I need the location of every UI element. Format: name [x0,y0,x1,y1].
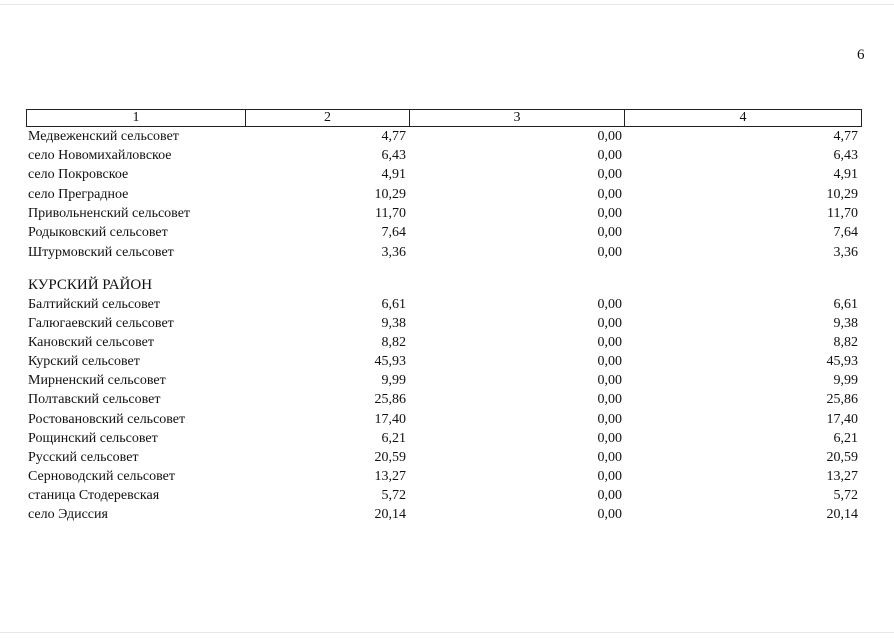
row-name: село Покровское [28,167,129,182]
table-row [0,448,894,467]
table-row [0,429,894,448]
row-col-2: 45,93 [374,354,406,369]
row-col-3: 0,00 [597,354,622,369]
section-title: КУРСКИЙ РАЙОН [28,277,153,293]
row-col-3: 0,00 [597,412,622,427]
row-name: Медвеженский сельсовет [28,129,179,144]
table-row [0,352,894,371]
row-col-4: 6,21 [833,431,858,446]
header-col-3: 3 [410,110,625,126]
row-col-3: 0,00 [597,225,622,240]
row-name: Русский сельсовет [28,450,139,465]
row-col-3: 0,00 [597,316,622,331]
row-name: Привольненский сельсовет [28,206,191,221]
row-col-2: 11,70 [375,206,406,221]
row-name: Галюгаевский сельсовет [28,316,174,331]
table-row [0,410,894,429]
table-row [0,223,894,242]
table-row [0,295,894,314]
table-row [0,390,894,409]
table-row [0,467,894,486]
row-name: Курский сельсовет [28,354,140,369]
row-col-4: 4,77 [833,129,858,144]
row-col-3: 0,00 [597,297,622,312]
row-col-2: 13,27 [374,469,406,484]
row-col-3: 0,00 [597,392,622,407]
row-col-3: 0,00 [597,148,622,163]
row-col-4: 9,38 [833,316,858,331]
row-col-4: 11,70 [827,206,858,221]
row-col-2: 7,64 [381,225,406,240]
row-name: Балтийский сельсовет [28,297,161,312]
row-col-4: 13,27 [826,469,858,484]
header-col-4: 4 [739,110,747,125]
row-col-2: 6,21 [381,431,406,446]
row-col-3: 0,00 [597,450,622,465]
table-row [0,243,894,262]
table-row [0,146,894,165]
row-col-2: 20,59 [374,450,406,465]
row-col-3: 0,00 [597,507,622,522]
row-name: Штурмовский сельсовет [28,245,174,260]
table-row [0,486,894,505]
header-col-2: 2 [246,110,410,126]
row-col-4: 10,29 [826,187,858,202]
row-col-2: 3,36 [381,245,406,260]
row-col-3: 0,00 [597,245,622,260]
row-col-2: 17,40 [374,412,406,427]
table-row [0,314,894,333]
row-col-4: 45,93 [826,354,858,369]
row-col-2: 6,43 [381,148,406,163]
row-name: Ростовановский сельсовет [28,412,186,427]
row-name: село Эдиссия [28,507,108,522]
row-name: село Новомихайловское [28,148,172,163]
row-col-3: 0,00 [597,373,622,388]
row-col-2: 4,77 [381,129,406,144]
row-col-2: 8,82 [381,335,406,350]
row-name: Кановский сельсовет [28,335,154,350]
row-name: Серноводский сельсовет [28,469,175,484]
row-name: Полтавский сельсовет [28,392,161,407]
row-col-3: 0,00 [597,469,622,484]
row-col-4: 6,61 [833,297,858,312]
row-col-4: 6,43 [833,148,858,163]
row-name: Родыковский сельсовет [28,225,168,240]
row-col-2: 9,38 [381,316,406,331]
page-number: 6 [857,47,865,63]
table-row [0,185,894,204]
row-col-3: 0,00 [597,187,622,202]
row-col-4: 20,59 [826,450,858,465]
row-col-2: 4,91 [381,167,406,182]
row-col-2: 9,99 [381,373,406,388]
table-row [0,165,894,184]
table-header [26,109,862,127]
scan-top-edge [0,4,894,5]
row-col-2: 25,86 [374,392,406,407]
table-row [0,371,894,390]
row-col-3: 0,00 [597,335,622,350]
row-col-4: 3,36 [833,245,858,260]
row-col-4: 4,91 [833,167,858,182]
row-col-2: 20,14 [374,507,406,522]
row-col-4: 20,14 [826,507,858,522]
scan-bottom-edge [0,632,894,633]
table-row [0,333,894,352]
row-col-4: 25,86 [826,392,858,407]
row-col-3: 0,00 [597,431,622,446]
row-col-2: 10,29 [374,187,406,202]
header-col-1: 1 [27,110,246,126]
row-col-4: 9,99 [833,373,858,388]
row-col-4: 8,82 [833,335,858,350]
table-row [0,204,894,223]
row-col-3: 0,00 [597,206,622,221]
row-col-4: 17,40 [826,412,858,427]
table-row [0,505,894,524]
row-name: село Преградное [28,187,129,202]
row-col-3: 0,00 [597,167,622,182]
row-col-3: 0,00 [597,129,622,144]
row-col-4: 5,72 [833,488,858,503]
row-col-2: 5,72 [381,488,406,503]
row-col-4: 7,64 [833,225,858,240]
row-col-2: 6,61 [381,297,406,312]
row-name: станица Стодеревская [28,488,160,503]
row-col-3: 0,00 [597,488,622,503]
row-name: Рощинский сельсовет [28,431,158,446]
row-name: Мирненский сельсовет [28,373,166,388]
table-row [0,127,894,146]
